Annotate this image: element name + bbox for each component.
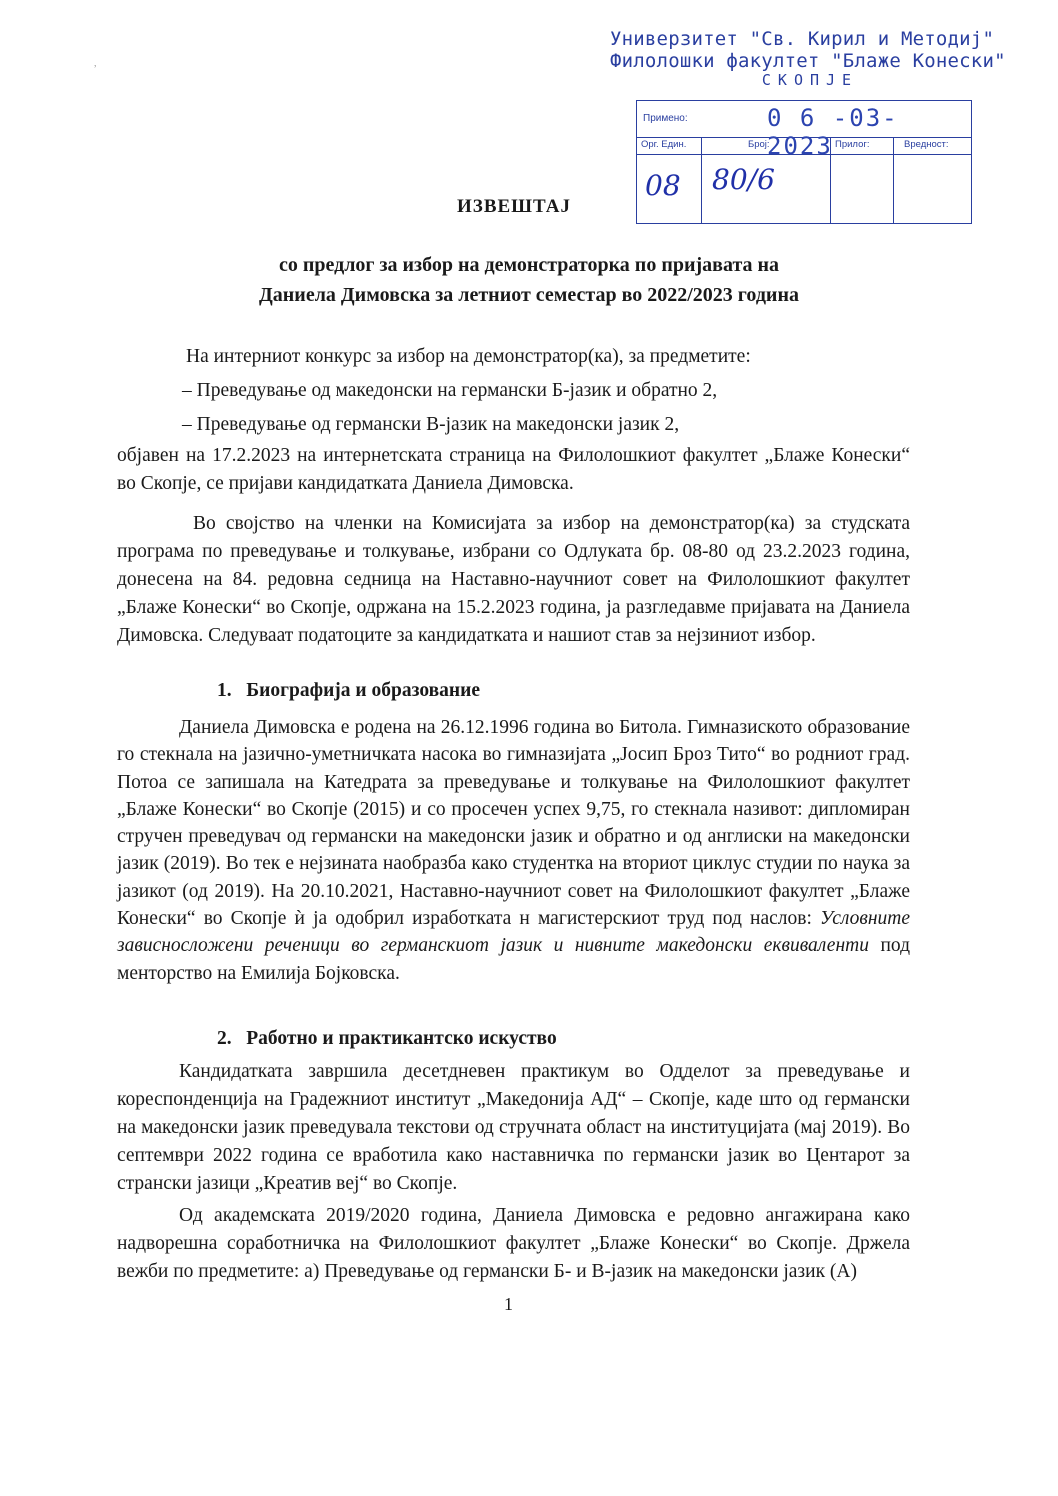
- stamp-received-date: 0 6 -03- 2023: [767, 104, 899, 160]
- stamp-col-attachment: Прилог:: [835, 139, 870, 150]
- section-1-heading: [217, 680, 480, 702]
- scan-mark: ,: [94, 58, 97, 69]
- section-2-heading: [217, 1028, 557, 1050]
- section-1-title: Биографија и образование: [246, 680, 481, 701]
- section-1-text-a: Даниела Димовска е родена на 26.12.1996 година во Битола. Гимназиското образование го стекнала на јазично-уметничката насока во гимназијата „Јосип Броз Тито“ во родниот град. Потоа се запишала на Катедрата за преведување и толкување на Филолошкиот факултет „Блаже Конески“ во Скопје (2015) и со просечен успех 9,75, го стекнала називот: дипломиран стручен преведувач од германски на македонски јазик и обратно и од англиски на македонски јазик (2019). Во тек е нејзината наобразба како студентка на вториот циклус студии по наука за јазикот (од 2019). На 20.10.2021, Наставно-научниот совет на Филолошкиот факултет „Блаже Конески“ во Скопје ѝ ја одобрил изработката н магистерскиот труд под наслов:: [117, 717, 910, 930]
- document-title: ИЗВЕШТАЈ: [457, 196, 571, 217]
- intro-paragraph: објавен на 17.2.2023 на интернетската страница на Филолошкиот факултет „Блаже Конески“ во Скопје, се пријави кандидатката Даниела Димовска.: [117, 445, 910, 494]
- section-1-paragraph: [117, 714, 910, 987]
- thesis-title: Условните зависносложени реченици во германскиот јазик и нивните македонски еквиваленти: [117, 908, 910, 957]
- intro-item-1: – Преведување од македонски на германски Б-јазик и обратно 2,: [182, 380, 718, 401]
- stamp-university: Универзитет "Св. Кирил и Методиј": [610, 28, 995, 50]
- section-1-text-b: под менторство на Емилија Бојковска.: [117, 935, 911, 984]
- page-number: 1: [504, 1294, 513, 1314]
- registry-stamp: [610, 28, 1006, 202]
- stamp-col-org: Орг. Един.: [641, 139, 687, 150]
- section-2-paragraph-1: Кандидатката завршила десетдневен практикум во Одделот за преведување и кореспонденција на Градежниот институт „Македонија АД“ – Скопје, каде што од германски на македонски јазик преведувала текстови од стручната област на институцијата (мај 2019). Во септември 2022 година се вработила како наставничка по германски јазик во Центарот за странски јазици „Креатив вej“ во Скопје.: [117, 1061, 910, 1194]
- stamp-number-handwritten: 80/6: [712, 163, 775, 196]
- document-subtitle-line1: со предлог за избор на демонстраторка по пријавата на: [278, 254, 780, 276]
- section-2-number: 2.: [217, 1028, 232, 1049]
- stamp-org-handwritten: 08: [645, 169, 681, 202]
- document-subtitle-line2: Даниела Димовска за летниот семестар во 2022/2023 година: [259, 284, 799, 306]
- stamp-received-label: Примено:: [643, 113, 688, 124]
- stamp-col-value: Вредност:: [904, 139, 949, 150]
- stamp-faculty: Филолошки факултет "Блаже Конески": [610, 50, 1006, 72]
- section-2-paragraph-2: Од академската 2019/2020 година, Даниела Димовска е редовно ангажирана како надворешна соработничка на Филолошкиот факултет „Блаже Конески“ во Скопје. Држела вежби по предметите: а) Преведување од германски Б- и В-јазик на македонски јазик (А): [117, 1205, 910, 1282]
- intro-line: На интерниот конкурс за избор на демонстратор(ка), за предметите:: [186, 346, 751, 367]
- intro-item-2: – Преведување од германски В-јазик на македонски јазик 2,: [182, 414, 680, 435]
- section-1-number: 1.: [217, 680, 232, 701]
- stamp-col-number: Број:: [748, 139, 770, 150]
- commission-paragraph: Во својство на членки на Комисијата за избор на демонстратор(ка) за студската програма по преведување и толкување, избрани со Одлуката бр. 08-80 од 23.2.2023 година, донесена на 84. редовна седница на Наставно-научниот совет на Филолошкиот факултет „Блаже Конески“ во Скопје, одржана на 15.2.2023 година, ја разгледавме пријавата на Даниела Димовска. Следуваат податоците за кандидатката и нашиот став за нејзиниот избор.: [117, 513, 910, 646]
- stamp-city: СКОПЈЕ: [761, 71, 859, 89]
- section-2-title: Работно и практикантско искуство: [246, 1028, 557, 1049]
